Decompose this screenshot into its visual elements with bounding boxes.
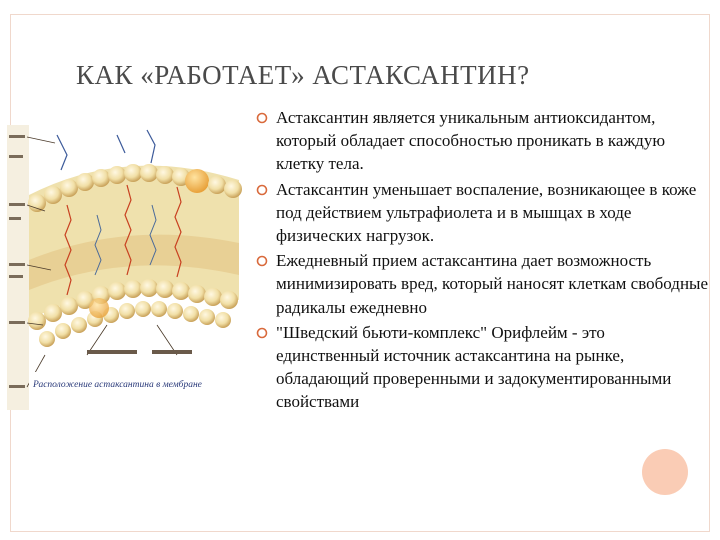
bullet-item	[256, 249, 712, 319]
bullet-item	[256, 106, 712, 176]
bullet-text: Астаксантин является уникальным антиоксидантом, который обладает способностью проникать в каждую клетку тела.	[276, 108, 666, 174]
membrane-diagram	[7, 125, 245, 410]
bullet-icon	[256, 184, 268, 196]
decorative-circle	[642, 449, 688, 495]
bullet-icon	[256, 327, 268, 339]
bullet-text: Астаксантин уменьшает воспаление, возникающее в коже под действием ультрафиолета и в мышцах в ходе физических нагрузок.	[276, 179, 697, 246]
figure-caption: Расположение астаксантина в мембране	[33, 380, 202, 390]
bullet-text: Ежедневный прием астаксантина дает возможность минимизировать вред, который наносят клеткам свободные радикалы ежедневно	[276, 251, 709, 317]
membrane-illustration	[7, 125, 245, 410]
bullet-item	[256, 178, 712, 248]
bullet-icon	[256, 255, 268, 267]
bullet-list	[256, 106, 712, 416]
bullet-icon	[256, 112, 268, 124]
slide-title: КАК «РАБОТАЕТ» АСТАКСАНТИН?	[76, 60, 530, 90]
bullet-item	[256, 321, 712, 414]
bullet-text: "Шведский бьюти-комплекс" Орифлейм - это единственный источник астаксантина на рынке, обладающий проверенными и задокументированными свойствами	[276, 322, 672, 412]
